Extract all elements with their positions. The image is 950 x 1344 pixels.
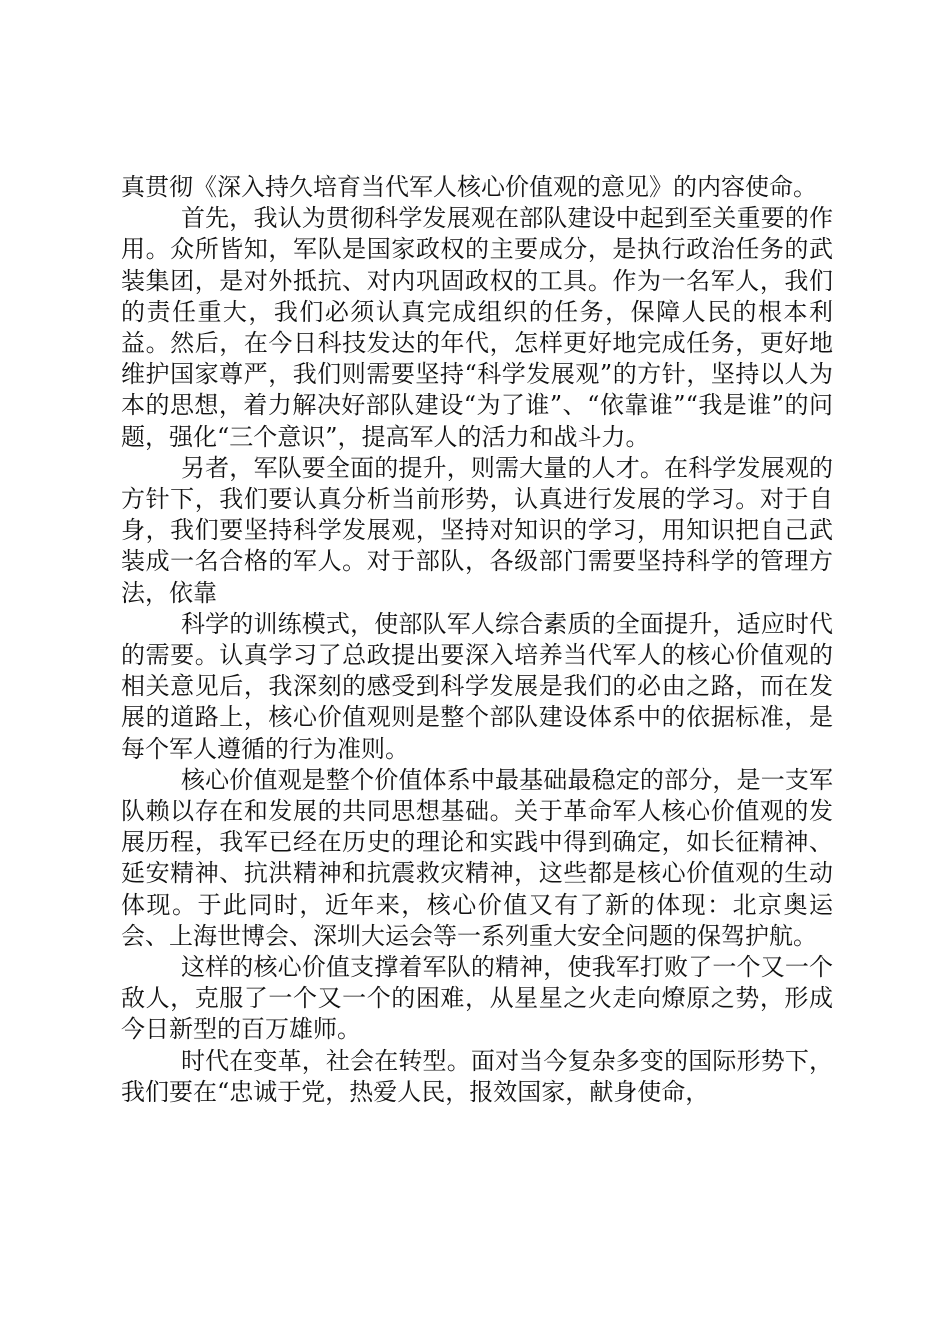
paragraph-talent: 另者，军队要全面的提升，则需大量的人才。在科学发展观的方针下，我们要认真分析当前形势，认真进行发展的学习。对于自身，我们要坚持科学发展观，坚持对知识的学习，用知识把自己武装成一名合格的军人。对于部队，各级部门需要坚持科学的管理方法，依靠: [121, 453, 833, 607]
paragraph-era-change: 时代在变革，社会在转型。面对当今复杂多变的国际形势下，我们要在“忠诚于党，热爱人民，报效国家，献身使命，: [121, 1046, 833, 1106]
document-body: [121, 172, 833, 1108]
paragraph-military-spirit: 这样的核心价值支撑着军队的精神，使我军打败了一个又一个敌人，克服了一个又一个的困难，从星星之火走向燎原之势，形成今日新型的百万雄师。: [121, 953, 833, 1044]
paragraph-core-values: 核心价值观是整个价值体系中最基础最稳定的部分，是一支军队赖以存在和发展的共同思想基础。关于革命军人核心价值观的发展历程，我军已经在历史的理论和实践中得到确定，如长征精神、延安精神、抗洪精神和抗震救灾精神，这些都是核心价值观的生动体现。于此同时，近年来，核心价值又有了新的体现：北京奥运会、上海世博会、深圳大运会等一系列重大安全问题的保驾护航。: [121, 765, 833, 950]
paragraph-scientific-development: 首先，我认为贯彻科学发展观在部队建设中起到至关重要的作用。众所皆知，军队是国家政权的主要成分，是执行政治任务的武装集团，是对外抵抗、对内巩固政权的工具。作为一名军人，我们的责任重大，我们必须认真完成组织的任务，保障人民的根本利益。然后，在今日科技发达的年代，怎样更好地完成任务，更好地维护国家尊严，我们则需要坚持“科学发展观”的方针，坚持以人为本的思想，着力解决好部队建设“为了谁”、“依靠谁”“我是谁”的问题，强化“三个意识”，提高军人的活力和战斗力。: [121, 204, 833, 451]
paragraph-continuation: 真贯彻《深入持久培育当代军人核心价值观的意见》的内容使命。: [121, 173, 817, 201]
paragraph-training-mode: 科学的训练模式，使部队军人综合素质的全面提升，适应时代的需要。认真学习了总政提出要深入培养当代军人的核心价值观的相关意见后，我深刻的感受到科学发展是我们的必由之路，而在发展的道路上，核心价值观则是整个部队建设体系中的依据标准，是每个军人遵循的行为准则。: [121, 609, 833, 763]
